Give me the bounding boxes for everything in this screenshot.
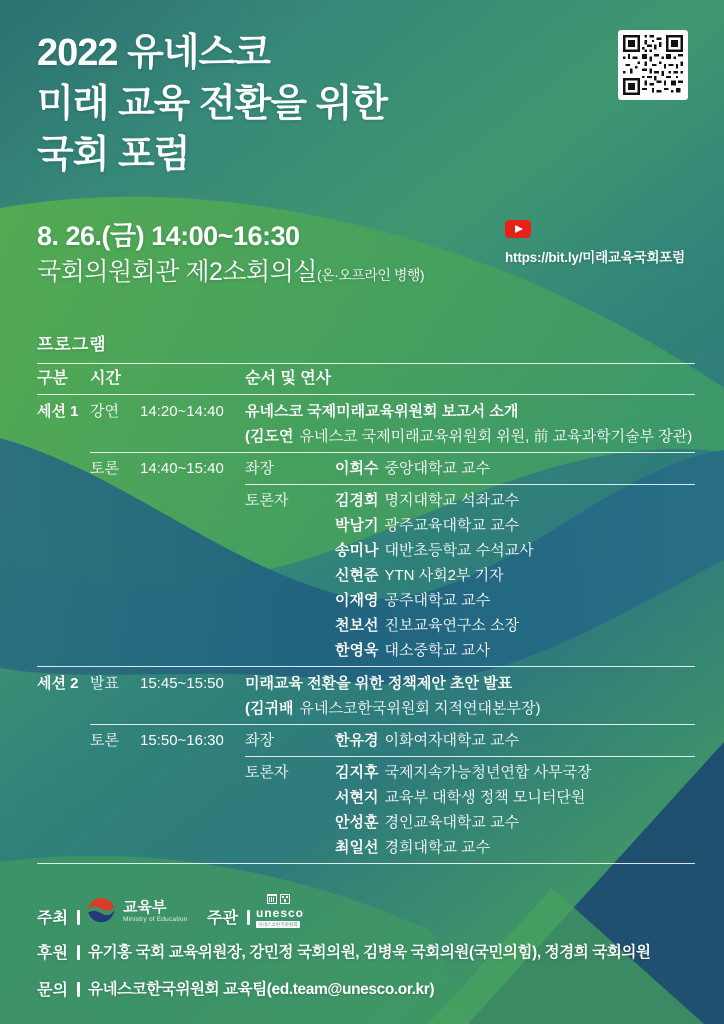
speaker-affiliation: 대반초등학교 수석교사 [384,542,534,559]
lecture-title: 미래교육 전환을 위한 정책제안 초안 발표 [245,675,513,692]
qr-code [618,30,688,100]
lecture-speaker [245,696,540,721]
speaker-affiliation: 경희대학교 교수 [384,839,491,856]
table-divider [245,484,695,485]
stream-info [505,220,685,266]
table-row-panelist [37,538,695,563]
speaker-name: 신현준 [335,567,379,584]
part-time: 14:20~14:40 [140,403,224,420]
event-datetime: 8. 26.(금) 14:00~16:30 [37,221,300,251]
panelist [335,538,534,563]
panelist [335,760,592,785]
row-role: 좌장 [245,460,274,477]
host-label [37,905,80,928]
panelist [335,835,490,860]
table-header-row [37,367,695,391]
table-row-s2-chair [37,728,695,753]
poster-title-line1: 2022 유네스코 [37,32,270,74]
table-row-panelist [37,835,695,860]
part-type: 강연 [90,403,119,420]
sponsor-text: 유기홍 국회 교육위원장, 강민정 국회의원, 김병욱 국회의원(국민의힘), 정경희 국회의원 [88,944,651,961]
speaker-name: 한영욱 [335,642,379,659]
panelist [335,488,519,513]
poster-title-line2: 미래 교육 전환을 위한 [37,83,388,125]
speaker-name: 한유경 [335,732,379,749]
speaker-name: 김경회 [335,492,379,509]
panelist [335,810,519,835]
table-row-panelist [37,513,695,538]
unesco-korea-label: 유네스코한국위원회 [256,921,300,928]
speaker-affiliation: 중앙대학교 교수 [384,460,491,477]
moe-logo-text [123,900,188,923]
table-divider [245,756,695,757]
program-table [37,360,695,867]
speaker-affiliation: 진보교육연구소 소장 [384,617,520,634]
table-row-panelist [37,810,695,835]
unesco-mark-icon [280,894,290,904]
taegeuk-icon [86,896,116,926]
table-row-s1-lecture [37,399,695,424]
sponsor-label-text: 후원 [37,945,68,962]
organizer-label-text: 주관 [207,910,238,927]
panelist [335,613,519,638]
table-row-panelist [37,563,695,588]
part-type: 토론 [90,460,119,477]
speaker-affiliation: 이화여자대학교 교수 [384,732,520,749]
part-time: 15:50~16:30 [140,732,224,749]
poster-title [37,28,387,181]
table-row-s2-presentation-speaker [37,696,695,721]
host-label-text: 주최 [37,910,68,927]
speaker-name: 이희수 [335,460,379,477]
event-venue [37,252,424,288]
speaker-name: 최일선 [335,839,379,856]
speaker-affiliation: 광주교육대학교 교수 [384,517,520,534]
speaker-affiliation: 교육부 대학생 정책 모니터단원 [384,789,586,806]
divider-bar [77,982,80,997]
table-divider [37,863,695,864]
unesco-logo-marks [256,894,300,904]
row-role: 토론자 [245,764,289,781]
panelist [335,785,585,810]
unesco-wordmark: unesco [256,906,305,920]
speaker-name: 안성훈 [335,814,379,831]
speaker-name: 김지후 [335,764,379,781]
table-row-panelist [37,588,695,613]
unesco-logo [256,894,305,928]
part-type: 발표 [90,675,119,692]
col-header-category: 구분 [37,370,68,387]
moe-name-kr: 교육부 [123,898,167,916]
panelist [335,638,490,663]
contact-label-text: 문의 [37,982,68,999]
table-divider [90,452,695,453]
speaker-affiliation: 유네스코한국위원회 지적연대본부장) [299,700,541,717]
divider-bar [77,945,80,960]
table-row-s1-chair [37,456,695,481]
chair [335,456,490,481]
table-row-panelist [37,488,695,513]
speaker-affiliation: 국제지속가능청년연합 사무국장 [384,764,592,781]
contact-label [37,977,80,1000]
table-divider [37,363,695,364]
poster-title-line3: 국회 포럼 [37,134,190,176]
speaker-affiliation: YTN 사회2부 기자 [384,567,504,584]
speaker-name: 이재영 [335,592,379,609]
panelist [335,588,490,613]
speaker-name: 박남기 [335,517,379,534]
stream-url[interactable]: https://bit.ly/미래교육국회포럼 [505,250,685,265]
program-heading: 프로그램 [37,335,107,354]
unesco-temple-icon [267,894,277,904]
panelist [335,563,504,588]
contact-text: 유네스코한국위원회 교육팀(ed.team@unesco.or.kr) [88,981,435,998]
divider-bar [247,910,250,925]
table-row-panelist [37,760,695,785]
moe-logo [86,896,188,926]
lecture-title: 유네스코 국제미래교육위원회 보고서 소개 [245,403,519,420]
speaker-name: 송미나 [335,542,379,559]
speaker-name: 서현지 [335,789,379,806]
speaker-affiliation: 명지대학교 석좌교수 [384,492,520,509]
row-role: 좌장 [245,732,274,749]
moe-name-en: Ministry of Education [123,915,188,923]
speaker-name: (김도연 [245,428,294,445]
speaker-affiliation: 유네스코 국제미래교육위원회 위원, 前 교육과학기술부 장관) [299,428,693,445]
table-divider [37,666,695,667]
divider-bar [77,910,80,925]
session-label: 세션 1 [37,403,79,420]
row-role: 토론자 [245,492,289,509]
sponsor-label [37,940,80,963]
table-row-panelist [37,613,695,638]
table-row-s2-presentation [37,671,695,696]
speaker-affiliation: 경인교육대학교 교수 [384,814,520,831]
venue-note: (온·오프라인 병행) [317,267,425,283]
table-row-s1-lecture-speaker [37,424,695,449]
part-time: 14:40~15:40 [140,460,224,477]
panelist [335,513,519,538]
part-time: 15:45~15:50 [140,675,224,692]
table-divider [37,394,695,395]
speaker-name: 천보선 [335,617,379,634]
organizer-label [207,905,250,928]
youtube-icon [505,220,531,238]
speaker-name: (김귀배 [245,700,294,717]
session-label: 세션 2 [37,675,79,692]
table-row-panelist [37,638,695,663]
chair [335,728,519,753]
speaker-affiliation: 공주대학교 교수 [384,592,491,609]
col-header-time: 시간 [90,370,121,387]
table-divider [90,724,695,725]
col-header-order: 순서 및 연사 [245,370,332,387]
speaker-affiliation: 대소중학교 교사 [384,642,491,659]
venue-name: 국회의원회관 제2소회의실 [37,258,318,286]
part-type: 토론 [90,732,119,749]
table-row-panelist [37,785,695,810]
lecture-speaker [245,424,692,449]
